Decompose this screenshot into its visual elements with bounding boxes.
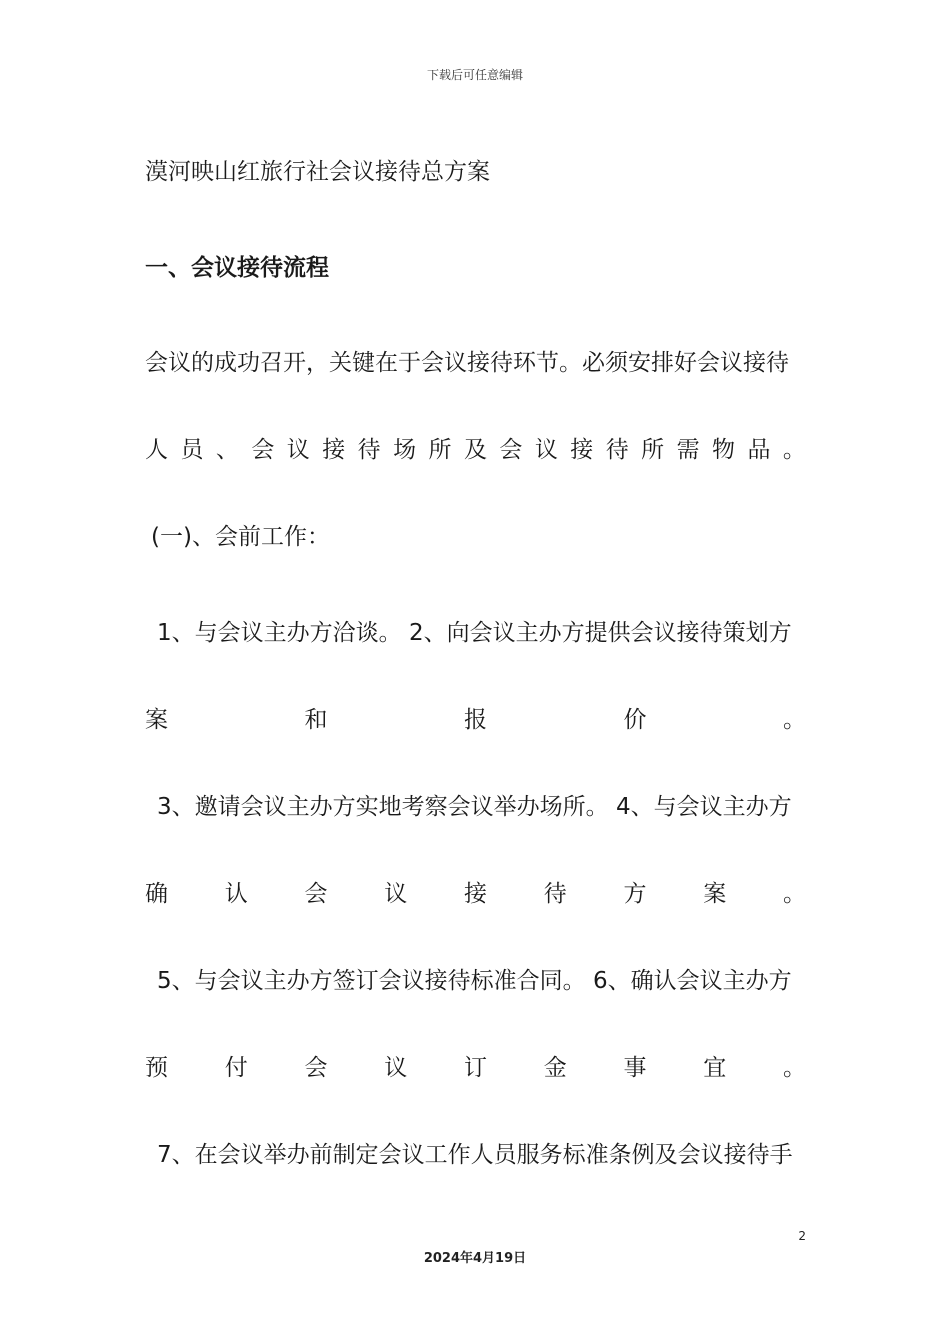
- justified-char: 及: [463, 437, 487, 463]
- justified-char: 价: [623, 707, 647, 733]
- justified-char: 付: [224, 1055, 248, 1081]
- justified-char: 接: [464, 881, 487, 907]
- justified-char: 接: [322, 437, 346, 463]
- paragraph-line: 会议的成功召开，关键在于会议接待环节。必须安排好会议接待: [145, 350, 789, 376]
- list-item-line: 7、在会议举办前制定会议工作人员服务标准条例及会议接待手: [157, 1142, 793, 1168]
- justified-char: 所: [428, 437, 452, 463]
- list-item-line: 5、与会议主办方签订会议接待标准合同。 6、确认会议主办方: [157, 968, 792, 994]
- justified-char: 接: [570, 437, 594, 463]
- justified-char: 议: [384, 881, 408, 907]
- justified-char: 和: [304, 707, 328, 733]
- justified-char: 。: [783, 707, 806, 733]
- justified-char: 金: [543, 1055, 567, 1081]
- justified-char: 确: [145, 881, 168, 907]
- justified-char: 待: [605, 437, 629, 463]
- justified-char: 会: [499, 437, 523, 463]
- justified-char: 案: [703, 881, 727, 907]
- list-item-line-justified: [145, 878, 806, 910]
- justified-char: 案: [145, 707, 168, 733]
- justified-char: 会: [304, 881, 328, 907]
- justified-char: 待: [357, 437, 381, 463]
- justified-char: 认: [224, 881, 248, 907]
- list-item-line-justified: [145, 1052, 806, 1084]
- justified-char: 。: [783, 881, 806, 907]
- justified-char: 待: [543, 881, 567, 907]
- justified-char: 会: [251, 437, 275, 463]
- section-heading: 一、会议接待流程: [145, 255, 329, 281]
- justified-char: 宜: [703, 1055, 727, 1081]
- justified-char: 物: [712, 437, 735, 463]
- justified-char: 、: [215, 437, 239, 463]
- subheading: (一)、会前工作：: [151, 524, 330, 550]
- justified-char: 。: [783, 1055, 806, 1081]
- footer-date: 2024年4月19日: [423, 1251, 527, 1266]
- justified-char: 议: [286, 437, 310, 463]
- justified-char: 方: [623, 881, 647, 907]
- header-note: 下载后可任意编辑: [426, 68, 523, 82]
- list-item-line: 3、邀请会议主办方实地考察会议举办场所。 4、与会议主办方: [157, 794, 792, 820]
- justified-char: 场: [393, 437, 417, 463]
- justified-char: 报: [464, 707, 487, 733]
- list-item-line: 1、与会议主办方洽谈。 2、向会议主办方提供会议接待策划方: [157, 620, 792, 646]
- justified-char: 事: [623, 1055, 647, 1081]
- justified-char: 所: [641, 437, 665, 463]
- justified-char: 人: [145, 437, 168, 463]
- justified-char: 订: [464, 1055, 487, 1081]
- justified-char: 会: [304, 1055, 328, 1081]
- justified-char: 议: [384, 1055, 408, 1081]
- justified-char: 预: [145, 1055, 168, 1081]
- list-item-line-justified: [145, 704, 806, 736]
- page-number: 2: [798, 1229, 806, 1243]
- justified-char: 品: [747, 437, 771, 463]
- paragraph-line-justified: [145, 434, 806, 466]
- document-title: 漠河映山红旅行社会议接待总方案: [145, 159, 490, 185]
- justified-char: 议: [534, 437, 558, 463]
- justified-char: 需: [676, 437, 700, 463]
- justified-char: 。: [782, 437, 806, 463]
- justified-char: 员: [180, 437, 204, 463]
